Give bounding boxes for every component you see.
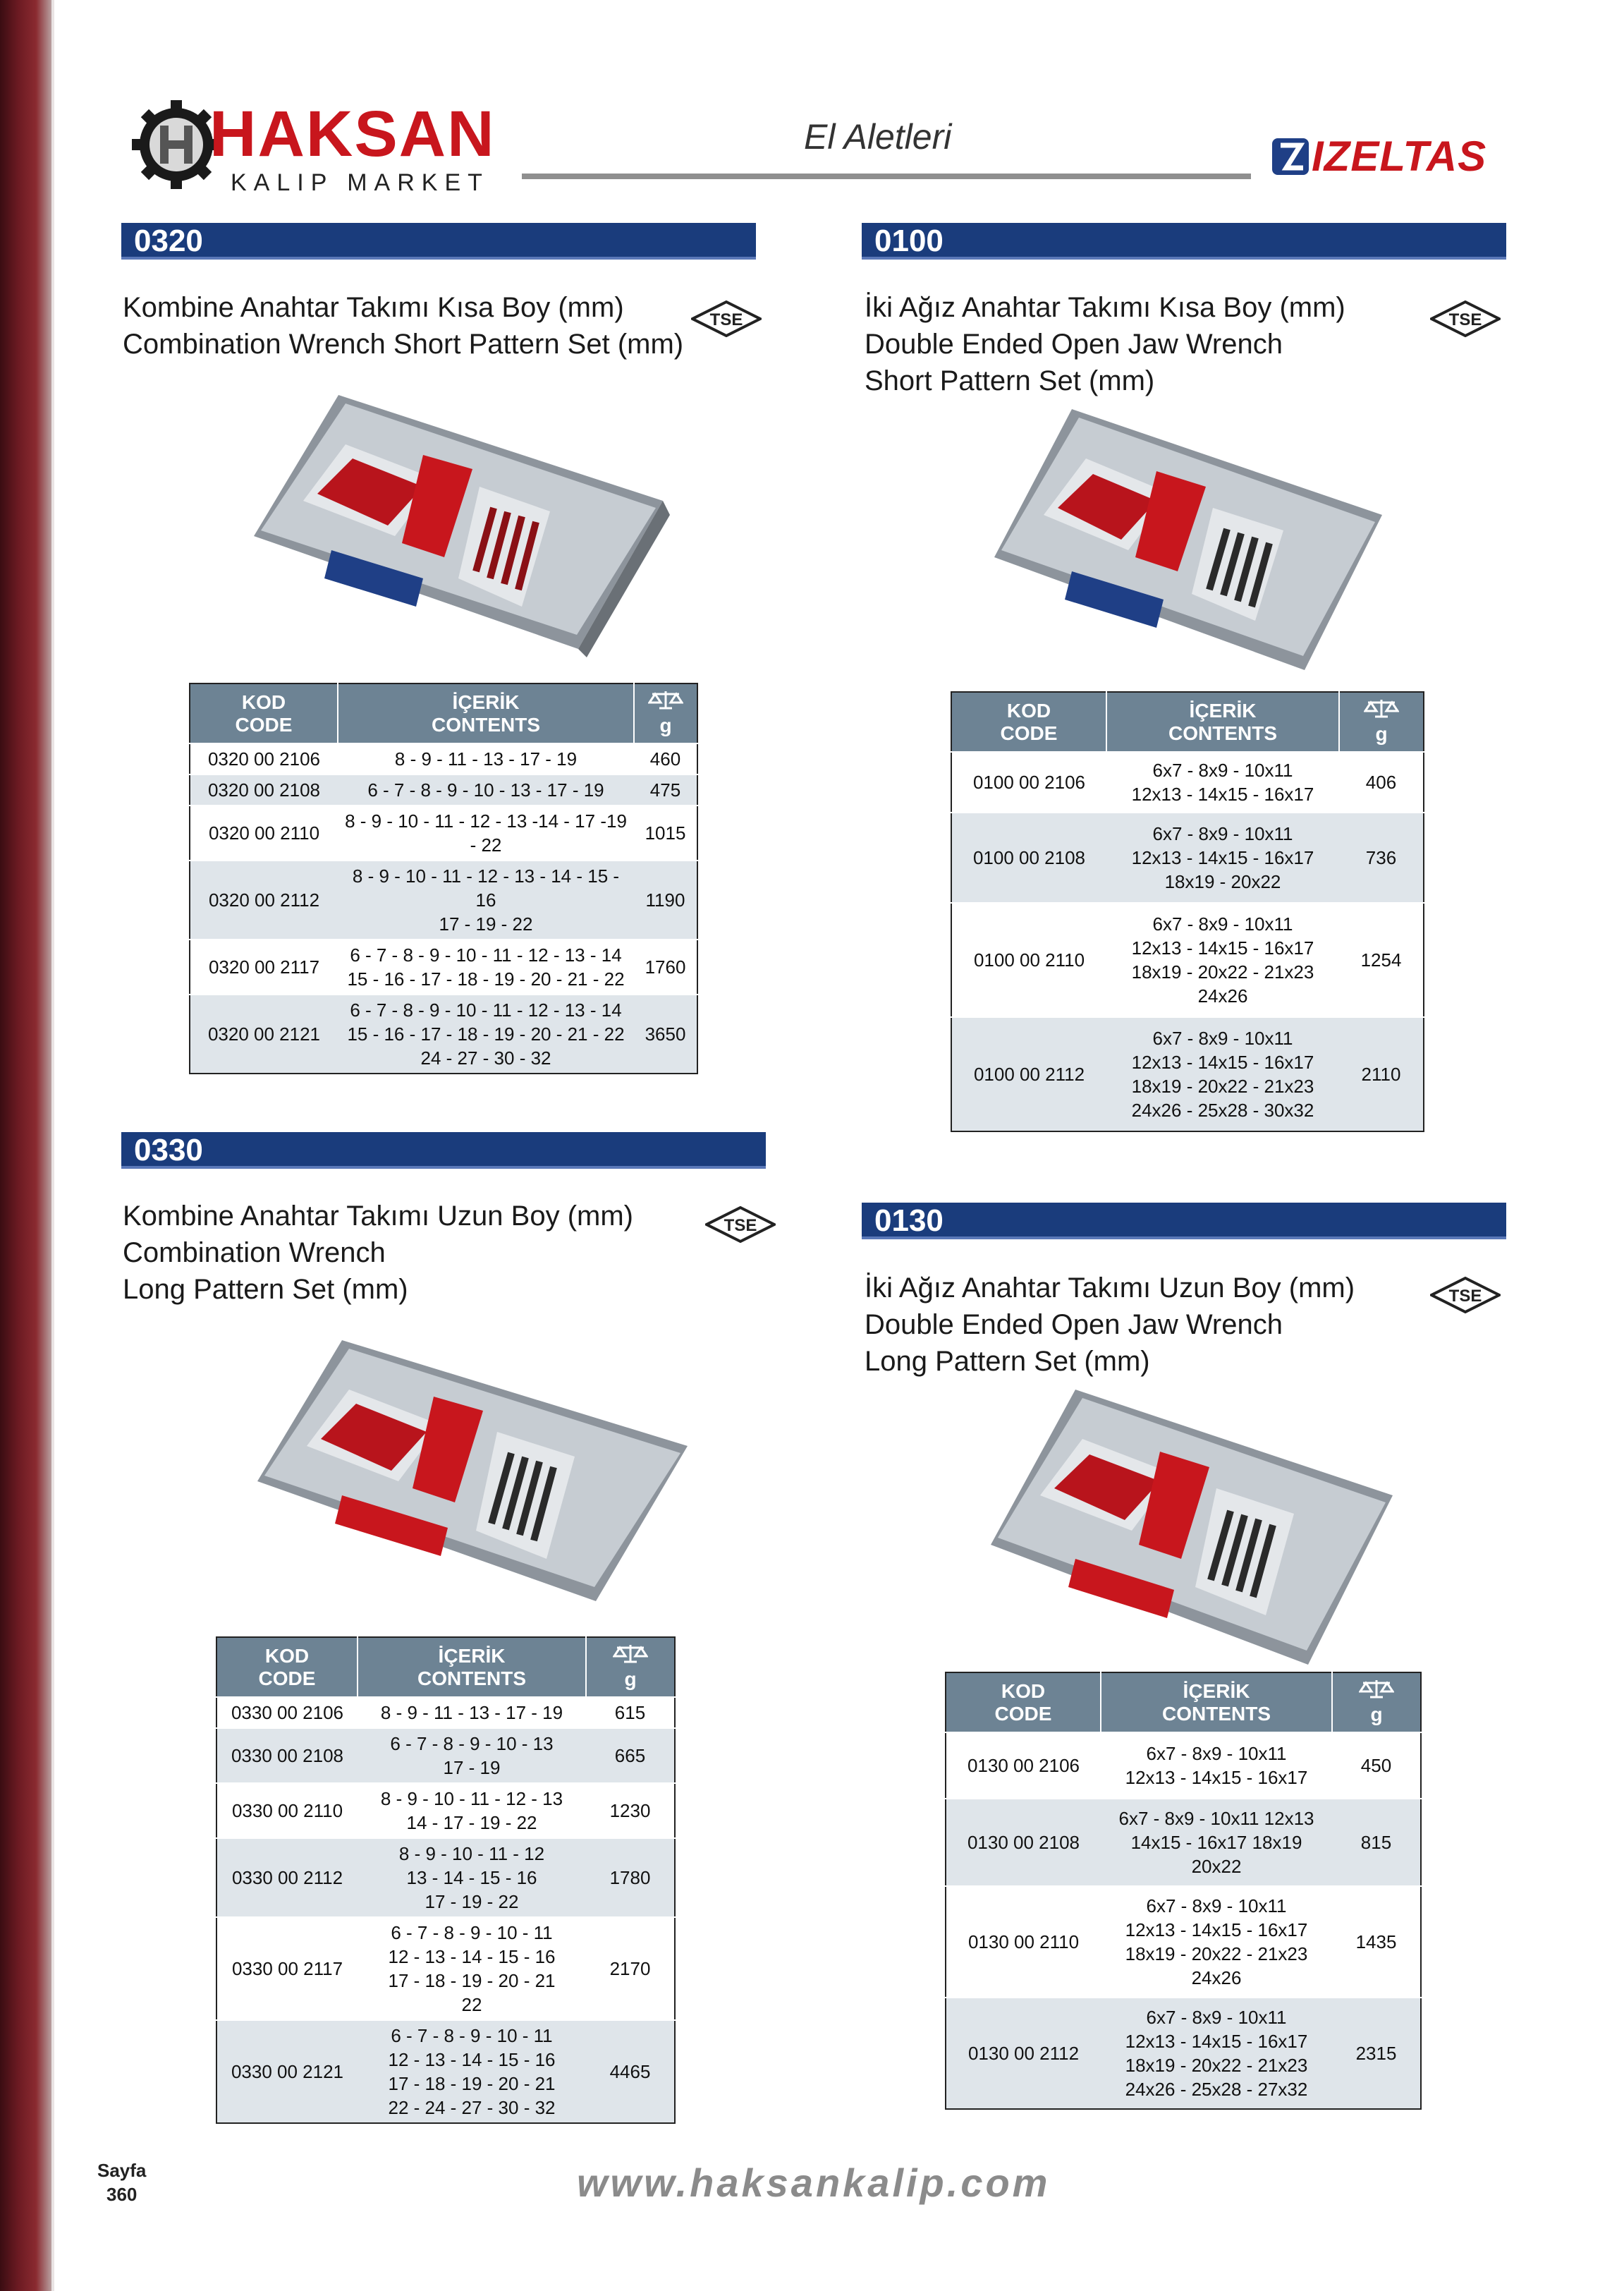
column-header-weight: g xyxy=(634,683,697,743)
table-header-row xyxy=(946,1672,1421,1732)
product-photo-0330 xyxy=(243,1340,688,1601)
title-line-en: Double Ended Open Jaw Wrench xyxy=(865,1309,1283,1340)
title-line-en: Double Ended Open Jaw Wrench xyxy=(865,329,1283,360)
title-line-tr: İki Ağız Anahtar Takımı Kısa Boy (mm) xyxy=(865,292,1345,323)
column-header-contents: İÇERİK CONTENTS xyxy=(1101,1672,1332,1732)
table-row: 0320 00 2112 8 - 9 - 10 - 11 - 12 - 13 - 14 - 15 - 16 17 - 19 - 22 1190 xyxy=(190,861,697,940)
column-header-contents: İÇERİK CONTENTS xyxy=(1106,692,1339,752)
title-line-en: Combination Wrench xyxy=(123,1237,386,1268)
column-header-code: KOD CODE xyxy=(190,683,338,743)
scale-icon xyxy=(1364,698,1399,718)
table-row: 0320 00 2108 6 - 7 - 8 - 9 - 10 - 13 - 17 - 19 475 xyxy=(190,774,697,806)
table-row: 0320 00 2106 8 - 9 - 11 - 13 - 17 - 19 460 xyxy=(190,743,697,774)
column-header-weight: g xyxy=(1332,1672,1421,1732)
tse-cert-icon xyxy=(691,300,762,337)
brand-wordmark: IZELTAS xyxy=(1312,133,1487,180)
section-title-0330 xyxy=(123,1198,633,1308)
izeltas-brand-logo xyxy=(1272,134,1502,179)
table-row: 0330 00 2121 6 - 7 - 8 - 9 - 10 - 11 12 - 13 - 14 - 15 - 16 17 - 18 - 19 - 20 - 21 22 - 24 - 27 - 30 - 32 4465 xyxy=(216,2020,675,2123)
section-title-0100 xyxy=(865,289,1345,399)
column-header-contents: İÇERİK CONTENTS xyxy=(358,1637,586,1697)
haksan-logo xyxy=(130,99,511,198)
table-row: 0320 00 2117 6 - 7 - 8 - 9 - 10 - 11 - 12 - 13 - 14 15 - 16 - 17 - 18 - 19 - 20 - 21 - 22 1760 xyxy=(190,940,697,995)
spec-table-0130 xyxy=(945,1672,1422,2110)
logo-wordmark: HAKSAN xyxy=(209,98,496,170)
spec-table-0330 xyxy=(216,1636,676,2124)
page-side-band xyxy=(0,0,51,2291)
column-header-contents: İÇERİK CONTENTS xyxy=(338,683,634,743)
logo-subtitle: KALIP MARKET xyxy=(231,169,489,196)
title-line-en-2: Long Pattern Set (mm) xyxy=(123,1274,408,1305)
page-label-text: Sayfa xyxy=(97,2160,147,2181)
page-number-label xyxy=(97,2158,146,2206)
page-side-band-edge xyxy=(51,0,54,2291)
column-header-code: KOD CODE xyxy=(946,1672,1101,1732)
column-header-code: KOD CODE xyxy=(216,1637,358,1697)
column-header-code: KOD CODE xyxy=(951,692,1106,752)
page-number: 360 xyxy=(106,2184,138,2205)
svg-text:TSE: TSE xyxy=(1448,1287,1482,1306)
title-line-tr: İki Ağız Anahtar Takımı Uzun Boy (mm) xyxy=(865,1272,1355,1304)
column-header-weight: g xyxy=(1339,692,1424,752)
table-row: 0100 00 2110 6x7 - 8x9 - 10x11 12x13 - 14x15 - 16x17 18x19 - 20x22 - 21x23 24x26 1254 xyxy=(951,903,1424,1017)
table-row: 0330 00 2112 8 - 9 - 10 - 11 - 12 13 - 14 - 15 - 16 17 - 19 - 22 1780 xyxy=(216,1838,675,1917)
table-row: 0130 00 2108 6x7 - 8x9 - 10x11 12x13 14x15 - 16x17 18x19 20x22 815 xyxy=(946,1799,1421,1886)
section-bar-0100: 0100 xyxy=(862,223,1506,260)
table-row: 0320 00 2110 8 - 9 - 10 - 11 - 12 - 13 -14 - 17 -19 - 22 1015 xyxy=(190,806,697,861)
header-divider xyxy=(522,174,1251,179)
scale-icon xyxy=(613,1643,648,1663)
section-bar-0130: 0130 xyxy=(862,1203,1506,1239)
tse-cert-icon xyxy=(705,1206,776,1243)
table-header-row xyxy=(190,683,697,743)
table-row: 0100 00 2108 6x7 - 8x9 - 10x11 12x13 - 14x15 - 16x17 18x19 - 20x22 736 xyxy=(951,813,1424,903)
svg-text:TSE: TSE xyxy=(709,310,743,329)
website-url[interactable]: www.haksankalip.com xyxy=(577,2161,1051,2205)
page-category-title: El Aletleri xyxy=(804,117,952,157)
product-photo-0100 xyxy=(987,409,1382,670)
table-header-row xyxy=(951,692,1424,752)
svg-text:TSE: TSE xyxy=(1448,310,1482,329)
title-line-tr: Kombine Anahtar Takımı Uzun Boy (mm) xyxy=(123,1201,633,1232)
column-header-weight: g xyxy=(586,1637,675,1697)
table-row: 0130 00 2112 6x7 - 8x9 - 10x11 12x13 - 14x15 - 16x17 18x19 - 20x22 - 21x23 24x26 - 25x28 - 27x32 2315 xyxy=(946,1998,1421,2109)
title-line-tr: Kombine Anahtar Takımı Kısa Boy (mm) xyxy=(123,292,624,323)
gear-logo-icon xyxy=(130,99,222,190)
section-title-0130 xyxy=(865,1270,1355,1380)
table-row: 0130 00 2106 6x7 - 8x9 - 10x11 12x13 - 14x15 - 16x17 450 xyxy=(946,1732,1421,1799)
tse-cert-icon xyxy=(1430,1277,1501,1313)
tse-cert-icon xyxy=(1430,300,1501,337)
table-row: 0330 00 2117 6 - 7 - 8 - 9 - 10 - 11 12 - 13 - 14 - 15 - 16 17 - 18 - 19 - 20 - 21 22 2170 xyxy=(216,1917,675,2020)
table-row: 0330 00 2108 6 - 7 - 8 - 9 - 10 - 13 17 - 19 665 xyxy=(216,1728,675,1783)
title-line-en-2: Short Pattern Set (mm) xyxy=(865,365,1155,396)
section-bar-0320: 0320 xyxy=(121,223,756,260)
spec-table-0320 xyxy=(189,683,698,1074)
section-bar-0330: 0330 xyxy=(121,1132,766,1169)
product-photo-0320 xyxy=(240,395,663,649)
section-title-0320 xyxy=(123,289,683,363)
table-row: 0100 00 2112 6x7 - 8x9 - 10x11 12x13 - 14x15 - 16x17 18x19 - 20x22 - 21x23 24x26 - 25x28 - 30x32 2110 xyxy=(951,1017,1424,1131)
spec-table-0100 xyxy=(951,691,1424,1132)
product-photo-0130 xyxy=(984,1390,1393,1665)
table-header-row xyxy=(216,1637,675,1697)
table-row: 0100 00 2106 6x7 - 8x9 - 10x11 12x13 - 14x15 - 16x17 406 xyxy=(951,752,1424,813)
scale-icon xyxy=(1359,1679,1394,1699)
table-row: 0330 00 2110 8 - 9 - 10 - 11 - 12 - 13 14 - 17 - 19 - 22 1230 xyxy=(216,1783,675,1838)
title-line-en-2: Long Pattern Set (mm) xyxy=(865,1346,1150,1377)
table-row: 0320 00 2121 6 - 7 - 8 - 9 - 10 - 11 - 12 - 13 - 14 15 - 16 - 17 - 18 - 19 - 20 - 21 - 22 24 - 27 - 30 - 32 3650 xyxy=(190,995,697,1074)
table-row: 0130 00 2110 6x7 - 8x9 - 10x11 12x13 - 14x15 - 16x17 18x19 - 20x22 - 21x23 24x26 1435 xyxy=(946,1886,1421,1998)
table-row: 0330 00 2106 8 - 9 - 11 - 13 - 17 - 19 615 xyxy=(216,1697,675,1728)
title-line-en: Combination Wrench Short Pattern Set (mm) xyxy=(123,329,684,360)
svg-text:TSE: TSE xyxy=(724,1216,757,1235)
scale-icon xyxy=(648,690,683,710)
